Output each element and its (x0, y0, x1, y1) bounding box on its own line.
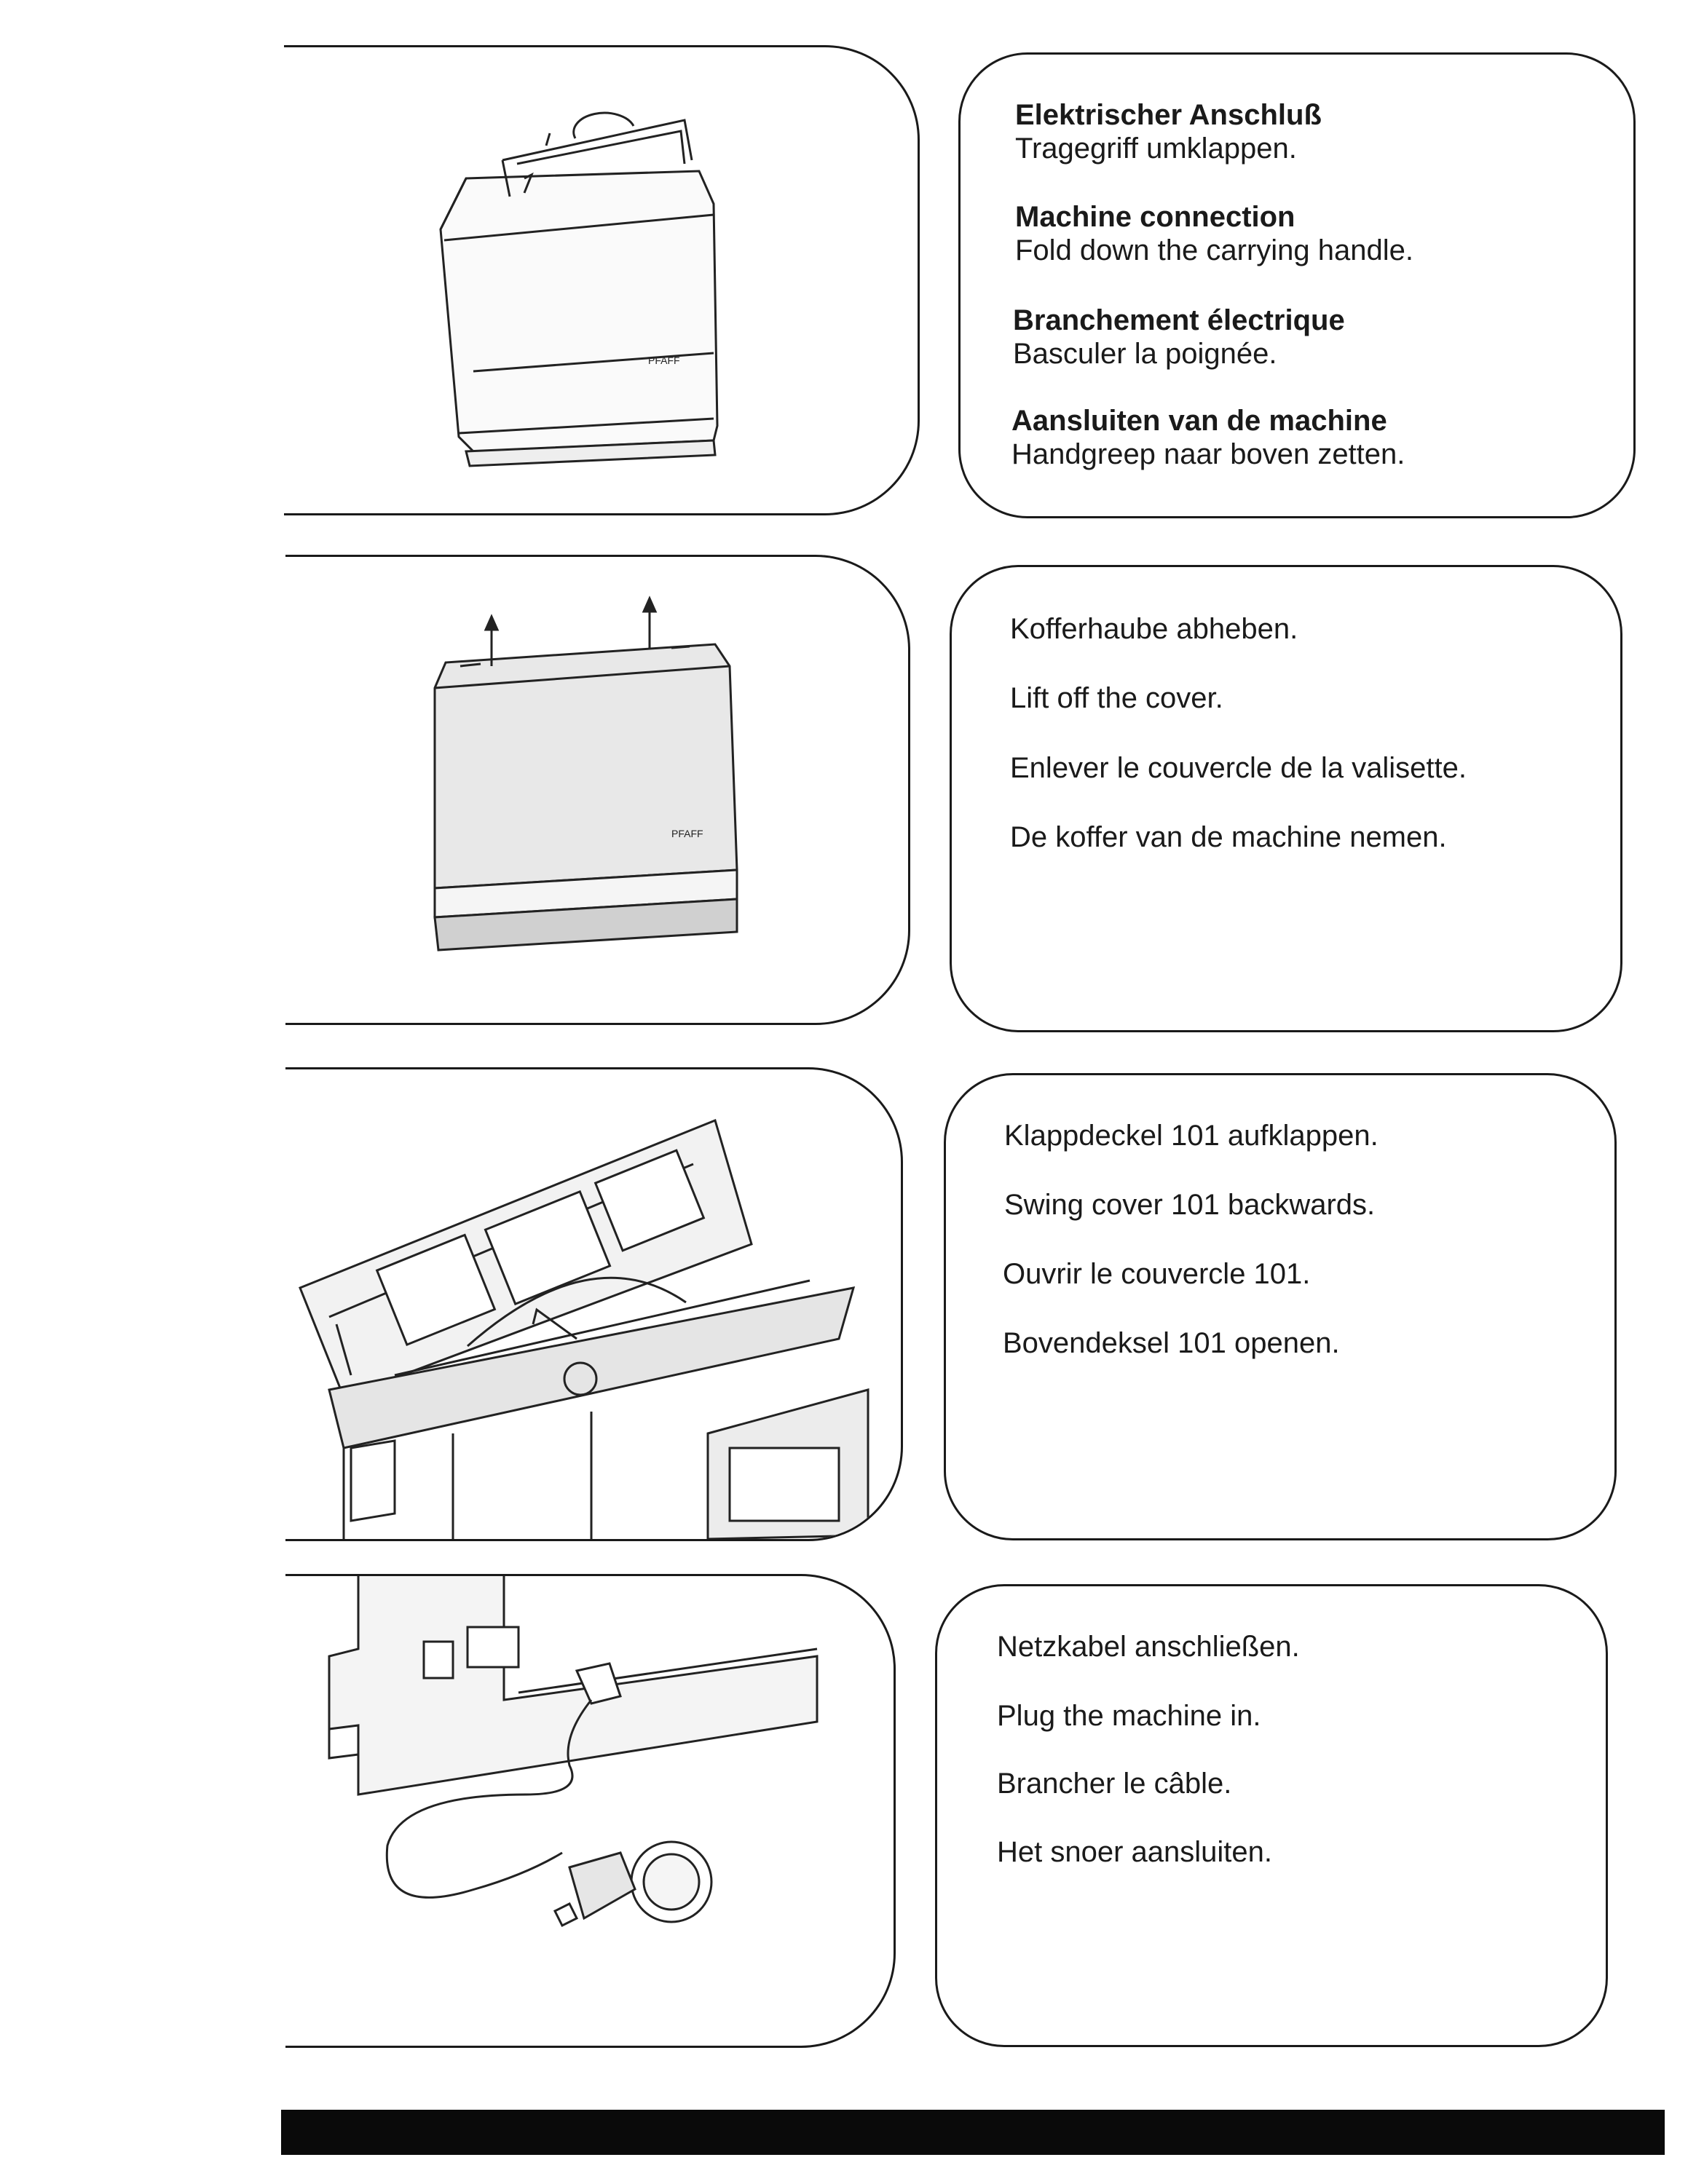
illustration-plug-in (285, 1574, 896, 2048)
block-heading: Aansluiten van de machine (1011, 405, 1387, 437)
illustration-swing-cover (285, 1067, 903, 1541)
block-heading: Branchement électrique (1013, 304, 1345, 336)
instruction-line: De koffer van de machine nemen. (1010, 821, 1447, 853)
footer-bar (281, 2110, 1665, 2155)
plug-in-drawing (285, 1576, 894, 2046)
instruction-box-2 (950, 565, 1622, 1032)
illustration-lift-cover (285, 555, 910, 1025)
swing-cover-drawing (285, 1069, 901, 1539)
pfaff-logo: PFAFF (648, 355, 680, 366)
instruction-line: Bovendeksel 101 openen. (1003, 1327, 1340, 1359)
instruction-line: Enlever le couvercle de la valisette. (1010, 752, 1467, 784)
instruction-line: Swing cover 101 backwards. (1004, 1189, 1376, 1221)
instruction-line: Het snoer aansluiten. (997, 1836, 1273, 1868)
block-body: Basculer la poignée. (1013, 338, 1277, 370)
instruction-block (1013, 304, 1604, 371)
instruction-block (1015, 200, 1604, 267)
instruction-line: Klappdeckel 101 aufklappen. (1004, 1120, 1379, 1152)
instruction-line: Brancher le câble. (997, 1768, 1232, 1800)
lift-cover-drawing (285, 557, 908, 1023)
block-heading: Elektrischer Anschluß (1015, 99, 1322, 131)
block-body: Tragegriff umklappen. (1015, 132, 1297, 165)
instruction-block (1011, 404, 1604, 471)
block-heading: Machine connection (1015, 201, 1295, 233)
illustration-case-handle (284, 45, 920, 515)
instruction-line: Lift off the cover. (1010, 682, 1223, 714)
instruction-line: Netzkabel anschließen. (997, 1631, 1300, 1663)
pfaff-logo: PFAFF (671, 828, 703, 839)
instruction-line: Plug the machine in. (997, 1700, 1261, 1732)
block-body: Handgreep naar boven zetten. (1011, 438, 1405, 470)
instruction-box-4 (935, 1584, 1608, 2047)
case-handle-drawing (284, 47, 918, 513)
instruction-box-1 (958, 52, 1636, 518)
instruction-line: Ouvrir le couvercle 101. (1003, 1258, 1311, 1290)
instruction-line: Kofferhaube abheben. (1010, 613, 1298, 645)
instruction-box-3 (944, 1073, 1617, 1540)
instruction-block (1015, 98, 1604, 165)
block-body: Fold down the carrying handle. (1015, 234, 1413, 266)
